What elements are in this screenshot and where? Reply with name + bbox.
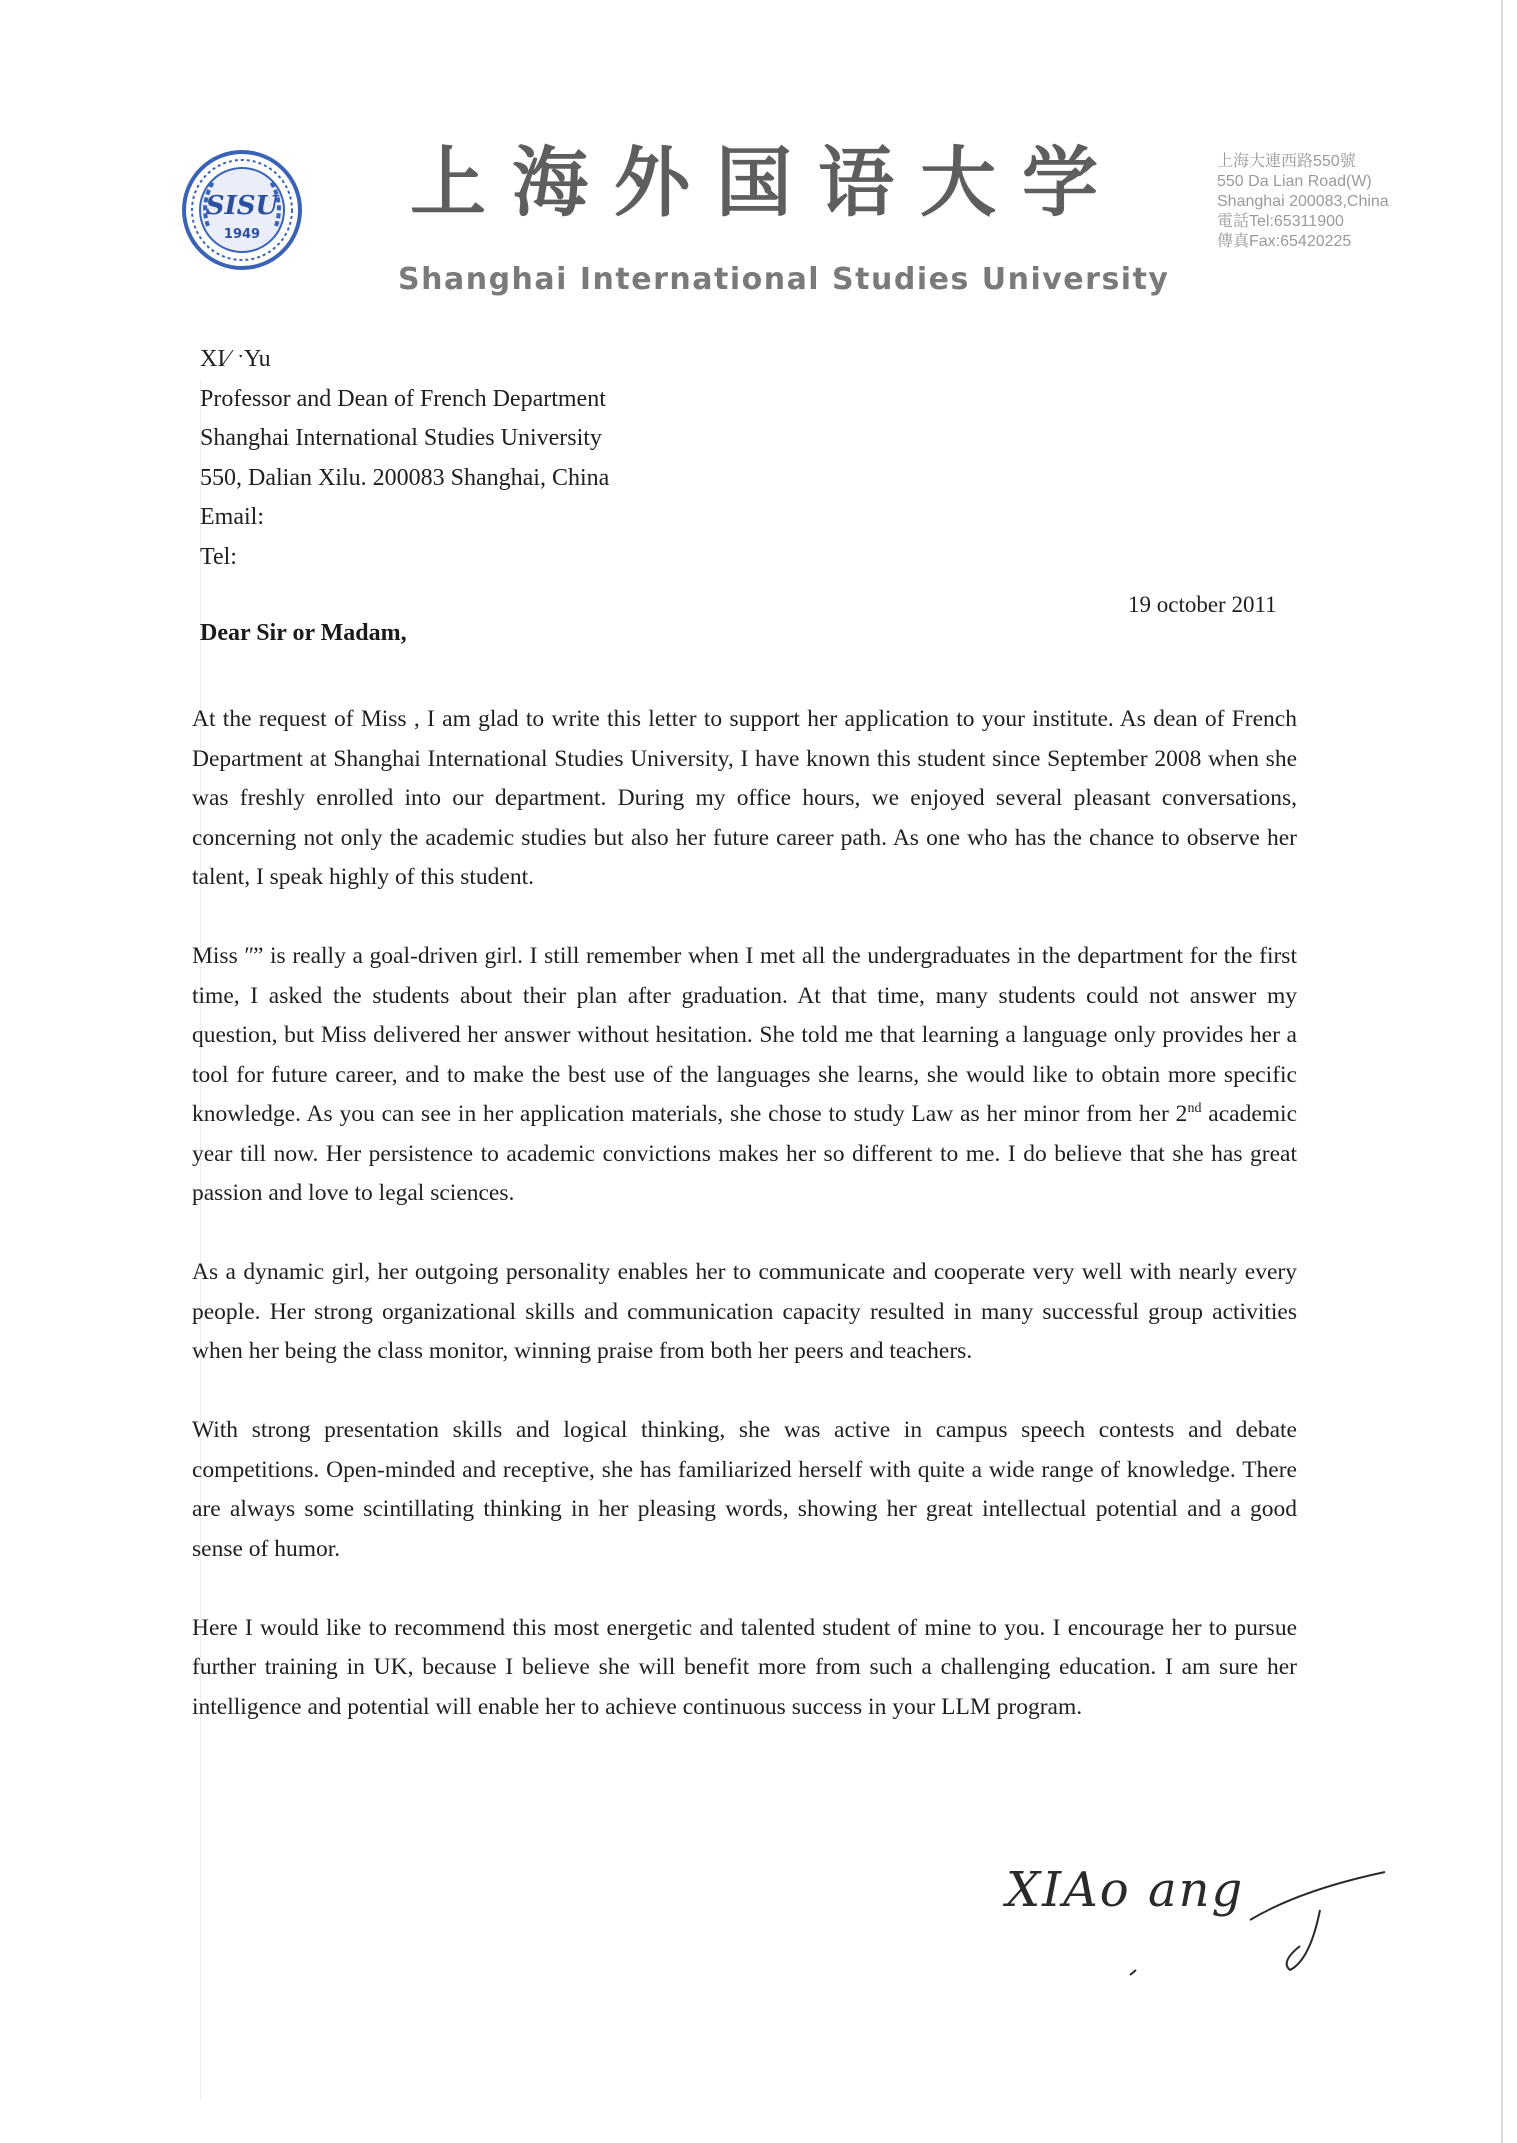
sender-tel-label: Tel: bbox=[200, 543, 237, 570]
paragraph-2 bbox=[192, 937, 1297, 1214]
signature-text: XIAo ang bbox=[1006, 1862, 1245, 1918]
sender-block bbox=[200, 340, 609, 577]
salutation: Dear Sir or Madam, bbox=[200, 620, 407, 646]
handwritten-signature bbox=[1000, 1850, 1400, 1980]
university-name-chinese: 上海外国语大学 bbox=[410, 138, 1124, 227]
letter-date: 19 october 2011 bbox=[1128, 592, 1277, 617]
seal-letters: SISU bbox=[205, 191, 279, 221]
address-line: 上海大連西路550號 bbox=[1217, 153, 1356, 170]
university-name-english: Shanghai International Studies University bbox=[398, 262, 1170, 297]
paragraph-3: As a dynamic girl, her outgoing personality enables her to communicate and cooperate very well with nearly every people. Her strong organizational skills and communication capacity resulted in many successful group activities when her being the class monitor, winning praise from both her peers and teachers. bbox=[192, 1259, 1297, 1364]
sender-institution: Shanghai International Studies University bbox=[200, 425, 602, 451]
page-edge bbox=[1501, 0, 1503, 2143]
address-line: 傳真Fax:65420225 bbox=[1217, 233, 1352, 250]
university-seal-logo bbox=[180, 148, 304, 272]
paragraph-5: Here I would like to recommend this most energetic and talented student of mine to you. I encourage her to pursue further training in UK, because I believe she will benefit more from such a challenging education. I am sure her intelligence and potential will enable her to achieve continuous success in your LLM program. bbox=[192, 1614, 1297, 1720]
address-line: 550 Da Lian Road(W) bbox=[1217, 173, 1372, 190]
sender-address: 550, Dalian Xilu. 200083 Shanghai, China bbox=[200, 464, 610, 491]
ordinal-suffix: nd bbox=[1187, 1101, 1202, 1117]
address-line: Shanghai 200083,China bbox=[1217, 193, 1389, 210]
sender-email-label: Email: bbox=[200, 504, 264, 530]
seal-year: 1949 bbox=[223, 227, 261, 242]
paragraph-4: With strong presentation skills and logical thinking, she was active in campus speech contests and debate competitions. Open-minded and receptive, she has familiarized herself with quite a wide range of knowledge. There are always some scintillating thinking in her pleasing words, showing her great intellectual potential and a good sense of humor. bbox=[192, 1417, 1297, 1562]
letter-body bbox=[192, 700, 1297, 1767]
sender-name: XI⁄ ˑYu bbox=[200, 346, 271, 372]
letterhead-address bbox=[1217, 152, 1389, 252]
paragraph-2-text-cont: academic year till now. Her persistence to academic convictions makes her so different to me. I do believe that she has great passion and love to legal sciences. bbox=[192, 1101, 1297, 1206]
sender-title: Professor and Dean of French Department bbox=[200, 385, 606, 412]
paragraph-2-text: Miss ʺ” is really a goal-driven girl. I still remember when I met all the undergraduates in the department for the first time, I asked the students about their plan after graduation. At that time, many students could not answer my question, but Miss delivered her answer without hesitation. She told me that learning a language only provides her a tool for future career, and to make the best use of the languages she learns, she would like to obtain more specific knowledge. As you can see in her application materials, she chose to study Law as her minor from her 2 bbox=[192, 943, 1297, 1127]
address-line: 電話Tel:65311900 bbox=[1217, 213, 1344, 230]
paragraph-1: At the request of Miss , I am glad to write this letter to support her application to your institute. As dean of French Department at Shanghai International Studies University, I have known this student since September 2008 when she was freshly enrolled into our department. During my office hours, we enjoyed several pleasant conversations, concerning not only the academic studies but also her future career path. As one who has the chance to observe her talent, I speak highly of this student. bbox=[192, 706, 1297, 890]
